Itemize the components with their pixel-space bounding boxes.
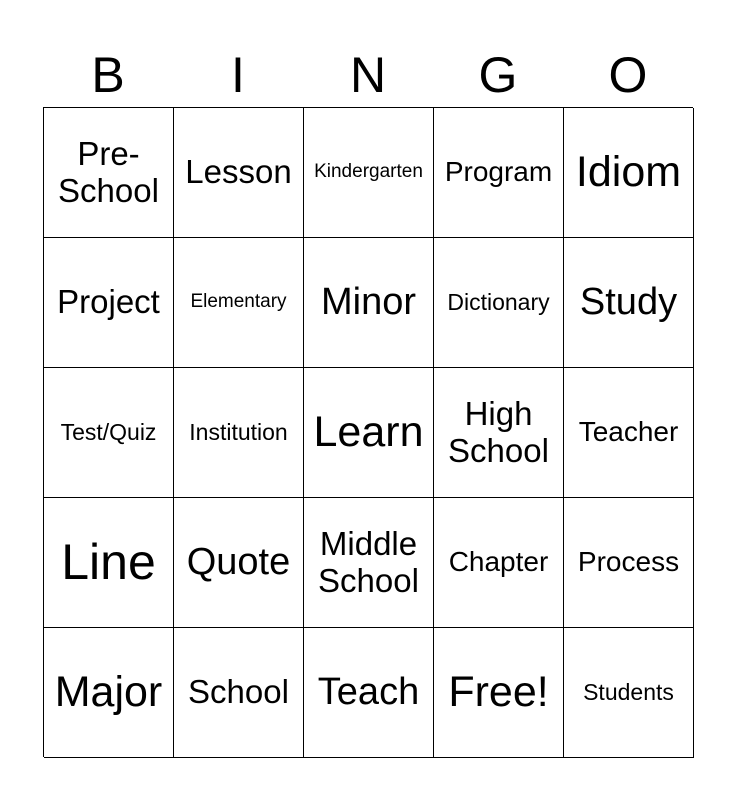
bingo-free-space: Free! [434, 628, 564, 758]
bingo-cell: Test/Quiz [44, 368, 174, 498]
bingo-cell: Middle School [304, 498, 434, 628]
header-letter-g: G [478, 47, 518, 103]
header-letter-i: I [231, 47, 245, 103]
bingo-cell: Elementary [174, 238, 304, 368]
bingo-cell: Major [44, 628, 174, 758]
bingo-cell: Teacher [564, 368, 694, 498]
bingo-cell: Program [434, 108, 564, 238]
header-letter-b: B [91, 47, 125, 103]
header-letter-o: O [608, 47, 648, 103]
bingo-cell: Institution [174, 368, 304, 498]
bingo-cell: Kindergarten [304, 108, 434, 238]
bingo-cell: Idiom [564, 108, 694, 238]
bingo-cell: High School [434, 368, 564, 498]
header-letter-n: N [349, 47, 387, 103]
bingo-cell: Students [564, 628, 694, 758]
bingo-cell: School [174, 628, 304, 758]
bingo-header [43, 44, 693, 106]
bingo-cell: Dictionary [434, 238, 564, 368]
bingo-cell: Line [44, 498, 174, 628]
bingo-cell: Project [44, 238, 174, 368]
bingo-cell: Lesson [174, 108, 304, 238]
bingo-cell: Learn [304, 368, 434, 498]
bingo-card-grid [43, 107, 693, 757]
bingo-cell: Pre- School [44, 108, 174, 238]
bingo-cell: Study [564, 238, 694, 368]
bingo-cell: Quote [174, 498, 304, 628]
bingo-cell: Minor [304, 238, 434, 368]
bingo-cell: Chapter [434, 498, 564, 628]
bingo-cell: Teach [304, 628, 434, 758]
bingo-cell: Process [564, 498, 694, 628]
